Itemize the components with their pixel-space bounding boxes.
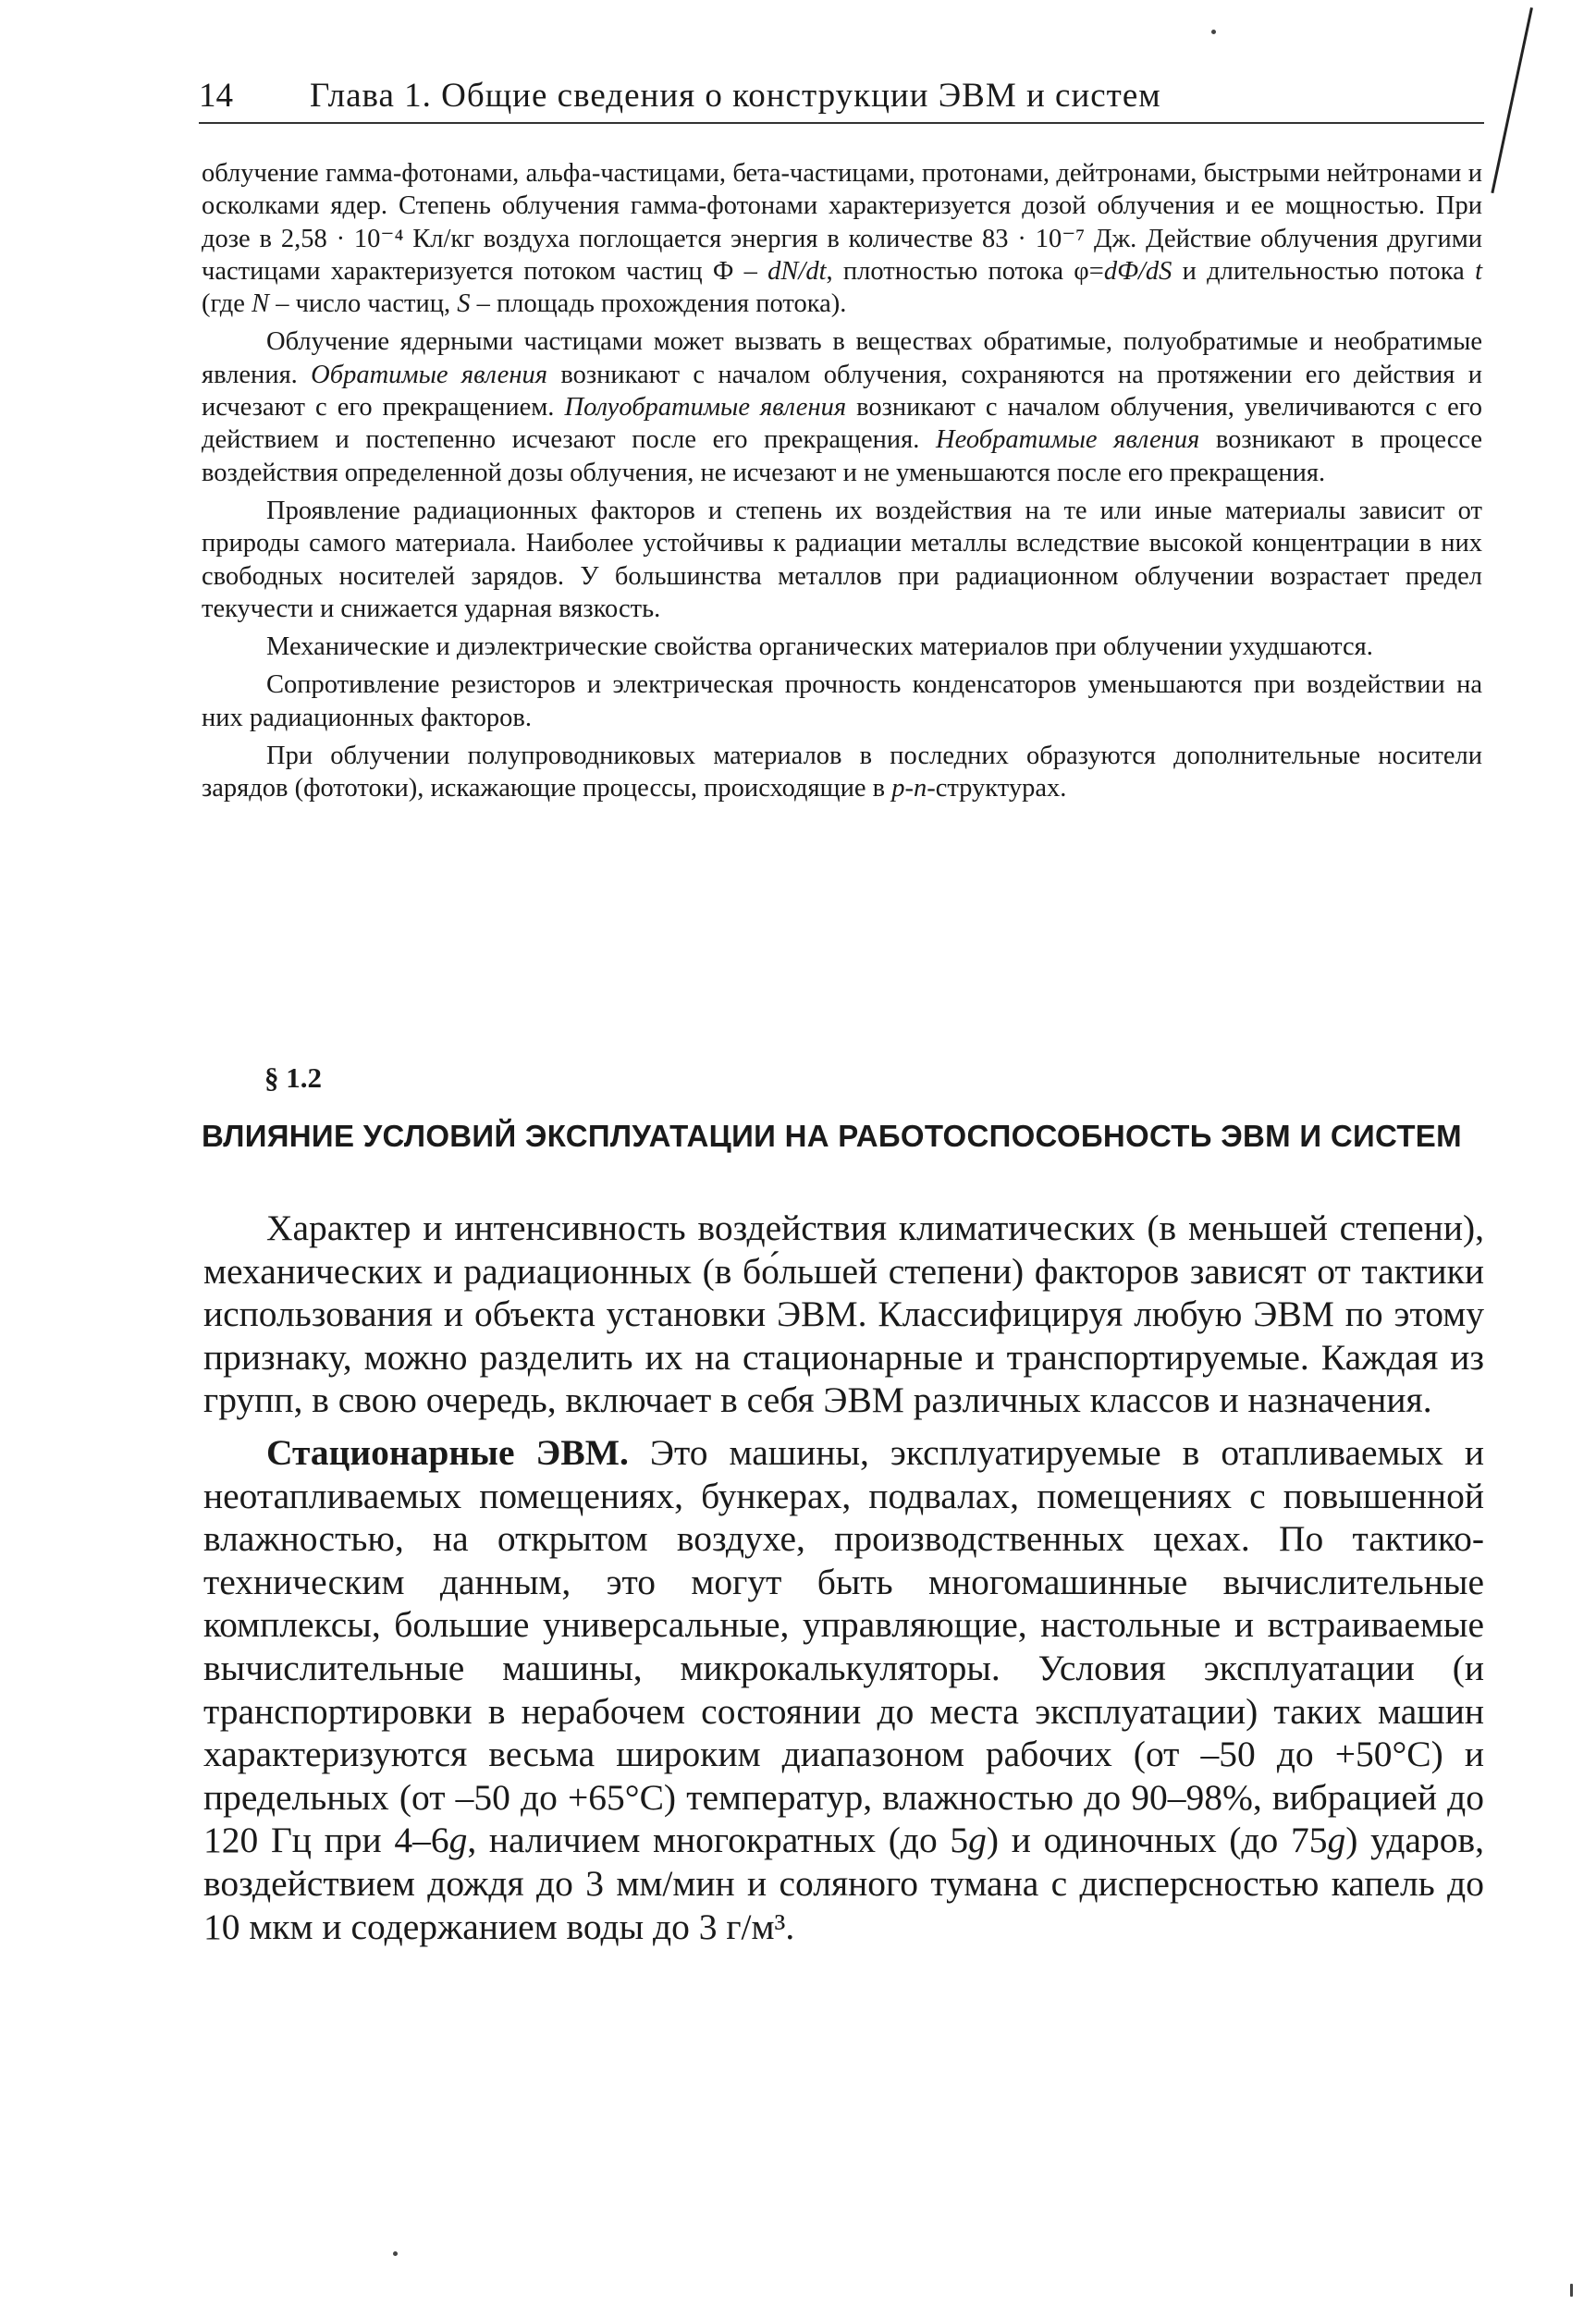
scan-artifact-line <box>1491 7 1533 193</box>
paragraph-reversible-effects: Облучение ядерными частицами может вызвать в веществах обратимые, полуобратимые и необратимые явления. Обратимые явления возникают с началом облучения, сохраняются на протяжении его действия и исчезают с его прекращением. Полуобратимые явления возникают с началом облучения, увеличиваются с его действием и постепенно исчезают после его прекращения. Необратимые явления возникают в процессе воздействия определенной дозы облучения, не исчезают и не уменьшаются после его прекращения. <box>202 327 1483 487</box>
scan-speck <box>1211 30 1216 34</box>
scan-speck <box>1570 2284 1573 2297</box>
paragraph-organic-materials: Механические и диэлектрические свойства органических материалов при облучении ухудшаются. <box>266 632 1373 662</box>
paragraph-irradiation-types: облучение гамма-фотонами, альфа-частицами, бета-частицами, протонами, дейтронами, быстрыми нейтронами и осколками ядер. Степень облучения гамма-фотонами характеризуется дозой облучения и ее мощностью. При дозе в 2,58 · 10⁻⁴ Кл/кг воздуха поглощается энергия в количестве 83 · 10⁻⁷ Дж. Действие облучения другими частицами характеризуется потоком частиц Ф – dN/dt, плотностью потока φ=dФ/dS и длительностью потока t (где N – число частиц, S – площадь прохождения потока). <box>202 159 1482 319</box>
term-stationary: Стационарные ЭВМ. <box>266 1431 629 1473</box>
body-large-text <box>203 1207 1484 1957</box>
paragraph-radiation-materials: Проявление радиационных факторов и степень их воздействия на те или иные материалы зависит от природы самого материала. Наиболее устойчивы к радиации металлы вследствие высокой концентрации в них свободных носителей зарядов. У большинства металлов при радиационном облучении возрастает предел текучести и снижается ударная вязкость. <box>202 496 1482 623</box>
paragraph-resistors: Сопротивление резисторов и электрическая прочность конденсаторов уменьшаются при воздействии на них радиационных факторов. <box>202 670 1482 732</box>
body-small-text <box>202 157 1482 811</box>
paragraph-stationary-computers: Стационарные ЭВМ. Это машины, эксплуатируемые в отапливаемых и неотапливаемых помещениях, бункерах, подвалах, помещениях с повышенной влажностью, на открытом воздухе, производственных цехах. По тактико-техническим данным, это могут быть многомашинные вычислительные комплексы, большие универсальные, управляющие, настольные и встраиваемые вычислительные машины, микрокалькуляторы. Условия эксплуатации (и транспортировки в нерабочем состоянии до места эксплуатации) таких машин характеризуются весьма широким диапазоном рабочих (от –50 до +50°С) и предельных (от –50 до +65°С) температур, влажностью до 90–98%, вибрацией до 120 Гц при 4–6g, наличием многократных (до 5g) и одиночных (до 75g) ударов, воздействием дождя до 3 мм/мин и соляного тумана с дисперсностью капель до 10 мкм и содержанием воды до 3 г/м³. <box>203 1431 1485 1947</box>
section-number: § 1.2 <box>264 1061 322 1094</box>
section-title: ВЛИЯНИЕ УСЛОВИЙ ЭКСПЛУАТАЦИИ НА РАБОТОСПОСОБНОСТЬ ЭВМ И СИСТЕМ <box>202 1119 1462 1153</box>
paragraph-intro-classification: Характер и интенсивность воздействия климатических (в меньшей степени), механических и радиационных (в бо́льшей степени) факторов зависят от тактики использования и объекта установки ЭВМ. Классифицируя любую ЭВМ по этому признаку, можно разделить их на стационарные и транспортируемые. Каждая из групп, в свою очередь, включает в себя ЭВМ различных классов и назначения. <box>203 1208 1484 1421</box>
header-rule <box>199 122 1484 124</box>
paragraph-semiconductors: При облучении полупроводниковых материалов в последних образуются дополнительные носители зарядов (фототоки), искажающие процессы, происходящие в p-n-структурах. <box>202 742 1482 803</box>
scan-speck <box>393 2251 398 2256</box>
running-header <box>199 76 1493 122</box>
page-number: 14 <box>199 77 233 115</box>
chapter-title: Глава 1. Общие сведения о конструкции ЭВМ и систем <box>310 77 1161 115</box>
